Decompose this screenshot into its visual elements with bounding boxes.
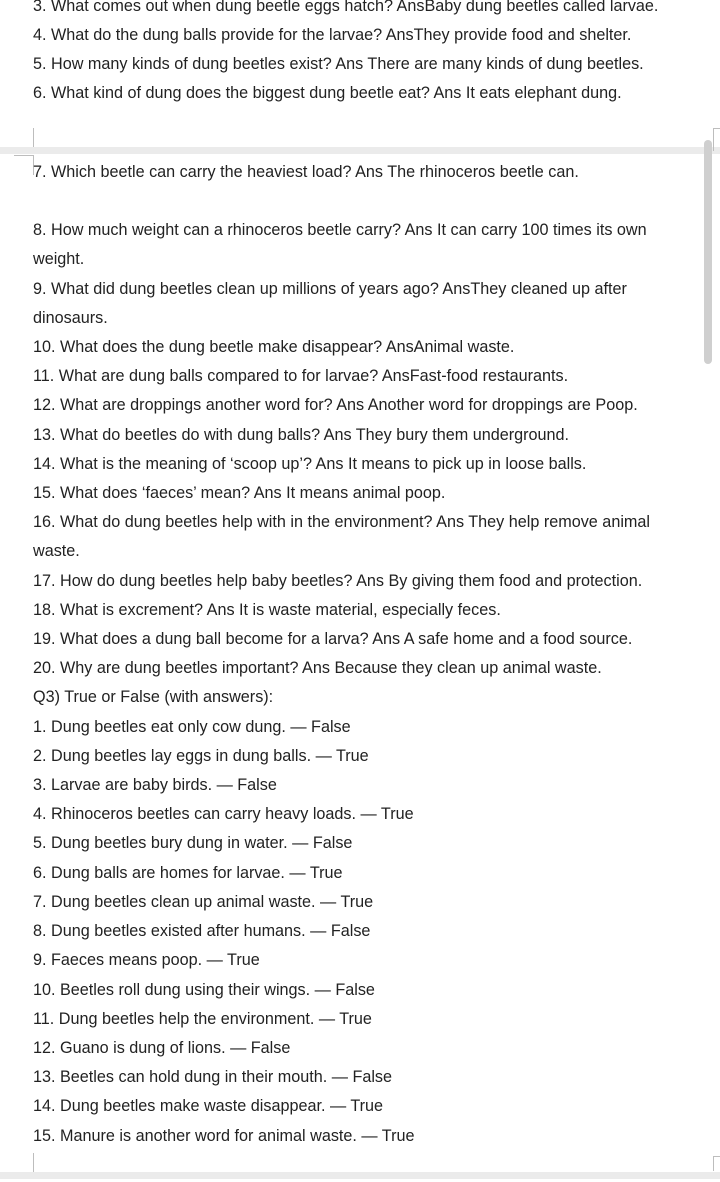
text-line: 3. What comes out when dung beetle eggs hatch? AnsBaby dung beetles called larvae. [33, 0, 659, 15]
page-margin-corner-icon [713, 128, 720, 151]
vertical-scrollbar[interactable] [704, 140, 712, 364]
text-line: 9. Faeces means poop. — True [33, 951, 260, 969]
page-margin-corner-icon [14, 128, 34, 148]
text-line: 2. Dung beetles lay eggs in dung balls. — True [33, 747, 369, 765]
text-line: 18. What is excrement? Ans It is waste material, especially feces. [33, 601, 501, 619]
text-line: 19. What does a dung ball become for a larva? Ans A safe home and a food source. [33, 630, 633, 648]
text-line: 4. Rhinoceros beetles can carry heavy loads. — True [33, 805, 414, 823]
text-line: 3. Larvae are baby birds. — False [33, 776, 277, 794]
text-line: 15. Manure is another word for animal waste. — True [33, 1127, 415, 1145]
text-line: 8. Dung beetles existed after humans. — False [33, 922, 371, 940]
text-line: 12. Guano is dung of lions. — False [33, 1039, 291, 1057]
text-line: 9. What did dung beetles clean up millions of years ago? AnsThey cleaned up after [33, 280, 627, 298]
page-break [0, 1172, 720, 1179]
text-line: 4. What do the dung balls provide for the larvae? AnsThey provide food and shelter. [33, 26, 632, 44]
text-line: 14. What is the meaning of ‘scoop up’? Ans It means to pick up in loose balls. [33, 455, 587, 473]
text-line: 6. Dung balls are homes for larvae. — True [33, 864, 343, 882]
page-margin-corner-icon [14, 1153, 34, 1173]
text-line: 5. How many kinds of dung beetles exist? Ans There are many kinds of dung beetles. [33, 55, 644, 73]
section-heading: Q3) True or False (with answers): [33, 688, 274, 706]
text-line: 1. Dung beetles eat only cow dung. — False [33, 718, 351, 736]
text-line: 6. What kind of dung does the biggest dung beetle eat? Ans It eats elephant dung. [33, 84, 622, 102]
text-line: waste. [33, 542, 80, 560]
text-line: 7. Which beetle can carry the heaviest load? Ans The rhinoceros beetle can. [33, 163, 579, 181]
text-line: 12. What are droppings another word for? Ans Another word for droppings are Poop. [33, 396, 638, 414]
text-line: 8. How much weight can a rhinoceros beetle carry? Ans It can carry 100 times its own [33, 221, 647, 239]
text-line: 10. Beetles roll dung using their wings. — False [33, 981, 375, 999]
text-line: 13. Beetles can hold dung in their mouth. — False [33, 1068, 393, 1086]
text-line: 14. Dung beetles make waste disappear. — True [33, 1097, 384, 1115]
page-margin-corner-icon [713, 1156, 720, 1171]
text-line: 11. Dung beetles help the environment. — True [33, 1010, 372, 1028]
text-line: dinosaurs. [33, 309, 108, 327]
text-line: 5. Dung beetles bury dung in water. — False [33, 834, 353, 852]
text-line: 7. Dung beetles clean up animal waste. — True [33, 893, 374, 911]
page-margin-corner-icon [14, 155, 34, 175]
text-line: 11. What are dung balls compared to for larvae? AnsFast-food restaurants. [33, 367, 569, 385]
text-line: 16. What do dung beetles help with in the environment? Ans They help remove animal [33, 513, 650, 531]
text-line: 20. Why are dung beetles important? Ans Because they clean up animal waste. [33, 659, 602, 677]
text-line: weight. [33, 250, 85, 268]
text-line: 17. How do dung beetles help baby beetles? Ans By giving them food and protection. [33, 572, 643, 590]
text-line: 10. What does the dung beetle make disappear? AnsAnimal waste. [33, 338, 515, 356]
text-line: 15. What does ‘faeces’ mean? Ans It means animal poop. [33, 484, 446, 502]
text-line: 13. What do beetles do with dung balls? Ans They bury them underground. [33, 426, 570, 444]
page-break [0, 147, 720, 154]
